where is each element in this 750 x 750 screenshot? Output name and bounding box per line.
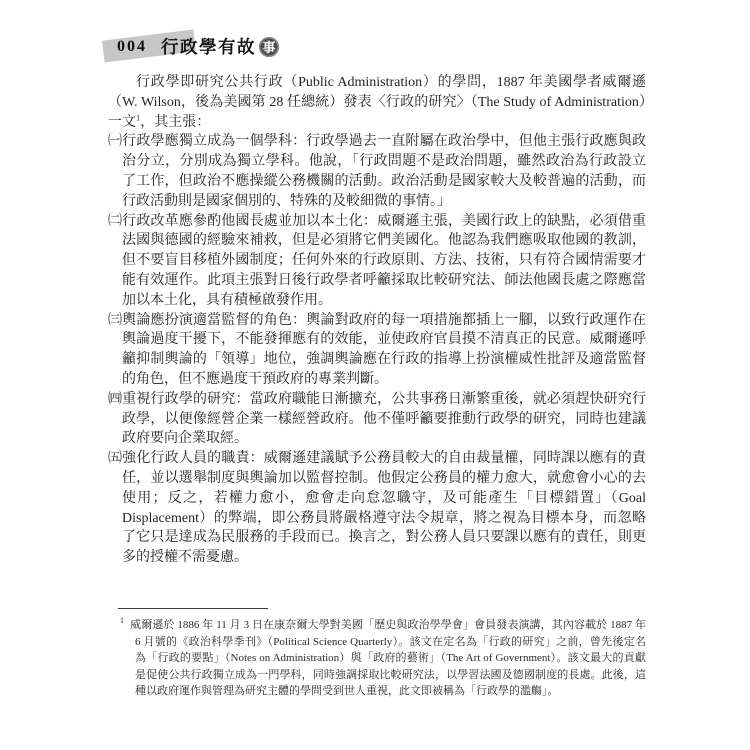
claim-text: 強化行政人員的職責：威爾遜建議賦予公務員較大的自由裁量權，同時課以應有的責任，並以選舉制度與輿論加以監督控制。他假定公務員的權力愈大，就愈會小心的去使用；反之，若權力愈小，愈會走向怠忽職守，及可能產生「目標錯置」（Goal Displacement）的弊端，即公務員將嚴格遵守法令規章，將之視為目標本身，而忽略了它只是達成為民服務的手段而已。換言之，對公務人員只要課以應有的責任，則更多的授權不需憂慮。	[122, 451, 647, 566]
footnote-text-block	[108, 617, 646, 700]
claim-marker: ㈠	[108, 134, 123, 150]
claim-item-5	[108, 449, 646, 568]
header-row	[108, 34, 646, 59]
claim-text: 輿論應扮演適當監督的角色：輿論對政府的每一項措施都插上一腳，以致行政運作在輿論過度干擾下，不能發揮應有的效能，並使政府官員摸不清真正的民意。威爾遜呼籲抑制輿論的「領導」地位，強調輿論應在行政的指導上扮演權威性批評及適當監督的角色，但不應過度干預政府的專業判斷。	[122, 312, 647, 387]
claim-marker: ㈢	[108, 312, 123, 328]
intro-text: 行政學即研究公共行政（Public Administration）的學問，1887 年美國學者威爾遜（W. Wilson，後為美國第 28 任總統）發表〈行政的研究〉（The Study of Administration）一文	[108, 75, 646, 130]
story-badge-icon: 事	[259, 37, 279, 57]
main-text	[108, 73, 646, 568]
page-number: 004	[117, 37, 147, 55]
claim-marker: ㈡	[108, 213, 123, 229]
intro-paragraph	[108, 73, 646, 132]
claim-text: 行政學應獨立成為一個學科：行政學過去一直附屬在政治學中，但他主張行政應與政治分立，分別成為獨立學科。他說，「行政問題不是政治問題，雖然政治為行政設立了工作，但政治不應操縱公務機關的活動。政治活動是國家較大及較普遍的活動，而行政活動則是國家個別的、特殊的及較細微的事情。」	[122, 134, 647, 209]
page-header	[108, 34, 646, 64]
claim-marker: ㈣	[108, 391, 123, 407]
claim-item-1	[108, 132, 646, 211]
footnote-section	[108, 608, 646, 700]
claim-item-2	[108, 212, 646, 311]
footnote-divider	[118, 608, 268, 609]
claim-item-3	[108, 311, 646, 390]
footnote-reference-mark: 1	[136, 111, 141, 122]
claim-item-4	[108, 390, 646, 449]
book-title: 行政學有故	[161, 37, 256, 57]
book-page	[108, 34, 646, 700]
intro-text-tail: ，其主張：	[140, 114, 211, 130]
footnote-text: 威爾遜於 1886 年 11 月 3 日在康奈爾大學對美國「歷史與政治學學會」會員發表演講，其內容載於 1887 年 6 月號的《政治科學季刊》（Political Science Quarterly）。該文在定名為「行政的研究」之前，曾先後定名為「行政的要點」（Notes on Administration）與「政府的藝術」（The Art of Government）。該文最大的貢獻是促使公共行政獨立成為一門學科，同時強調採取比較研究法，以學習法國及德國制度的長處。此後，這種以政府運作與管理為研究主體的學問受到世人重視，此文即被稱為「行政學的濫觴」。	[130, 618, 646, 698]
claim-marker: ㈤	[108, 451, 123, 467]
footnote-number: 1	[120, 616, 124, 626]
claim-text: 重視行政學的研究：當政府職能日漸擴充，公共事務日漸繁重後，就必須趕快研究行政學，以便像經營企業一樣經營政府。他不僅呼籲要推動行政學的研究，同時也建議政府要向企業取經。	[122, 391, 647, 447]
claim-text: 行政改革應參酌他國長處並加以本土化：威爾遜主張，美國行政上的缺點，必須借重法國與德國的經驗來補救，但是必須將它們美國化。他認為我們應吸取他國的教訓，但不要盲目移植外國制度；任何外來的行政原則、方法、技術，只有符合國情需要才能有效運作。此項主張對日後行政學者呼籲採取比較研究法、師法他國長處之際應當加以本土化，具有積極啟發作用。	[122, 213, 647, 308]
